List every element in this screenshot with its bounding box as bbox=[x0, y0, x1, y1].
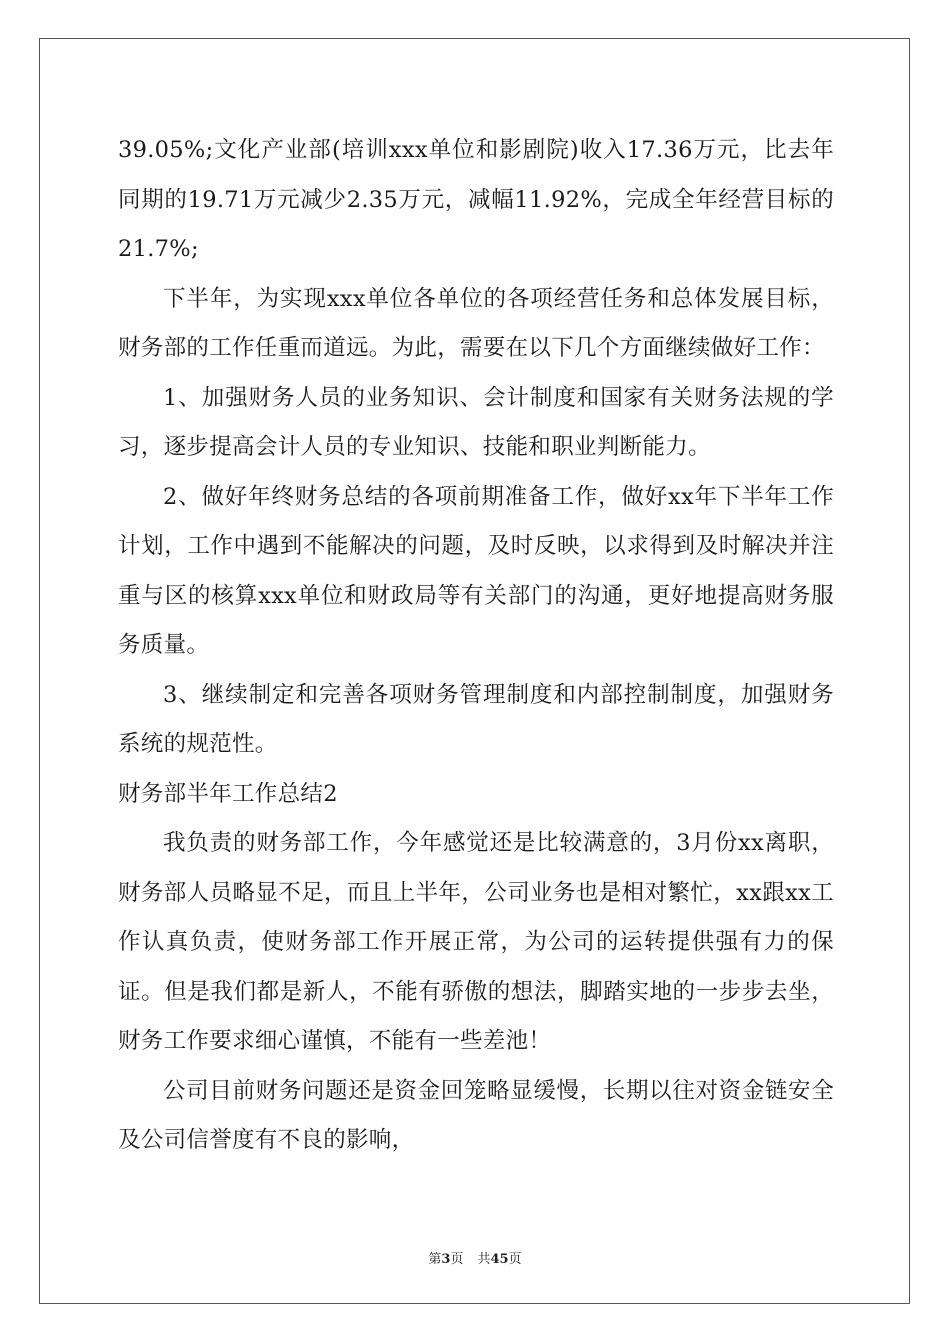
page-footer bbox=[0, 1248, 950, 1267]
total-pages-number: 45 bbox=[490, 1252, 509, 1267]
footer-page-unit: 页 bbox=[450, 1252, 464, 1267]
footer-prefix: 第 bbox=[428, 1252, 442, 1267]
section-heading: 财务部半年工作总结2 bbox=[118, 780, 338, 807]
paragraph-1: 39.05%;文化产业部(培训xxx单位和影剧院)收入17.36万元，比去年同期的19.71万元减少2.35万元，减幅11.92%，完成全年经营目标的21.7%; bbox=[118, 137, 834, 262]
footer-total-unit: 页 bbox=[508, 1252, 522, 1267]
paragraph-2: 下半年，为实现xxx单位各单位的各项经营任务和总体发展目标，财务部的工作任重而道远。为此，需要在以下几个方面继续做好工作： bbox=[118, 285, 834, 361]
paragraph-3: 1、加强财务人员的业务知识、会计制度和国家有关财务法规的学习，逐步提高会计人员的专业知识、技能和职业判断能力。 bbox=[118, 384, 834, 460]
paragraph-5: 3、继续制定和完善各项财务管理制度和内部控制制度，加强财务系统的规范性。 bbox=[118, 681, 834, 757]
paragraph-7: 公司目前财务问题还是资金回笼略显缓慢，长期以往对资金链安全及公司信誉度有不良的影响， bbox=[118, 1077, 834, 1153]
paragraph-4: 2、做好年终财务总结的各项前期准备工作，做好xx年下半年工作计划，工作中遇到不能解决的问题，及时反映，以求得到及时解决并注重与区的核算xxx单位和财政局等有关部门的沟通，更好地提高财务服务质量。 bbox=[118, 483, 834, 658]
document-body bbox=[118, 126, 834, 1166]
current-page-number: 3 bbox=[441, 1252, 451, 1267]
footer-total-prefix: 共 bbox=[477, 1252, 491, 1267]
paragraph-6: 我负责的财务部工作，今年感觉还是比较满意的，3月份xx离职，财务部人员略显不足，而且上半年，公司业务也是相对繁忙，xx跟xx工作认真负责，使财务部工作开展正常，为公司的运转提供强有力的保证。但是我们都是新人，不能有骄傲的想法，脚踏实地的一步步去坐，财务工作要求细心谨慎，不能有一些差池！ bbox=[118, 830, 834, 1054]
